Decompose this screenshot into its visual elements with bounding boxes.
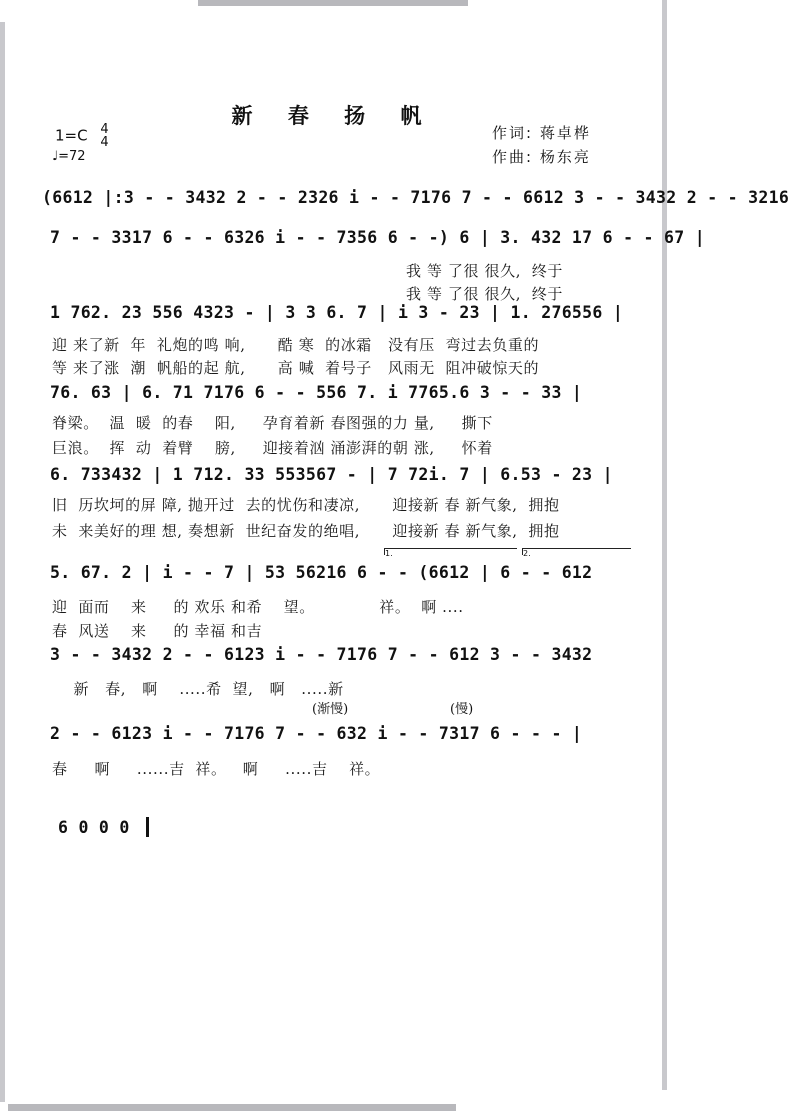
lyric-line-3a: 迎 来了新 年 礼炮的鸣 响, 酷 寒 的冰霜 没有压 弯过去负重的	[52, 336, 540, 354]
notation-line-3: 1 762. 23 556 4323 - | 3 3 6. 7 | i 3 - 23 | 1. 276556 |	[50, 303, 624, 322]
final-barline	[146, 817, 149, 837]
notation-line-9: 6 0 0 0	[58, 818, 130, 837]
lyric-line-3b: 等 来了涨 潮 帆船的起 航, 高 喊 着号子 风雨无 阻冲破惊天的	[52, 359, 540, 377]
notation-line-4: 76. 63 | 6. 71 7176 6 - - 556 7. i 7765.6 3 - - 33 |	[50, 383, 583, 402]
key-label: 1=C	[55, 126, 88, 145]
notation-line-2: 7 - - 3317 6 - - 6326 i - - 7356 6 - -) 6 | 3. 432 17 6 - - 67 |	[50, 228, 705, 247]
lyric-line-4a: 脊梁。 温 暖 的春 阳, 孕育着新 春图强的力 量, 撕下	[52, 414, 493, 432]
time-signature	[100, 123, 108, 149]
key-signature	[55, 123, 109, 149]
tempo-label: =72	[58, 149, 86, 164]
lyric-line-6b: 春 风送 来 的 幸福 和吉	[52, 622, 263, 640]
tempo-mark-rit: (渐慢)	[312, 702, 349, 717]
top-scrollbar[interactable]	[198, 0, 468, 6]
volta-1-label: 1.	[385, 549, 393, 558]
volta-second-ending	[522, 548, 631, 558]
lyricist: 作词: 蒋卓桦	[492, 124, 591, 142]
lyric-line-7: 新 春, 啊 .....希 望, 啊 .....新	[52, 680, 344, 698]
left-border	[0, 22, 5, 1102]
tempo-mark-slow: (慢)	[450, 702, 474, 717]
lyric-line-5b: 未 来美好的理 想, 奏想新 世纪奋发的绝唱, 迎接新 春 新气象, 拥抱	[52, 522, 560, 540]
time-denominator: 4	[100, 135, 109, 150]
notation-line-8: 2 - - 6123 i - - 7176 7 - - 632 i - - 7317 6 - - - |	[50, 724, 583, 743]
lyric-line-6a: 迎 面而 来 的 欢乐 和希 望。 祥。 啊 ....	[52, 598, 464, 616]
lyric-line-8: 春 啊 ......吉 祥。 啊 .....吉 祥。	[52, 760, 381, 778]
notation-line-1: (6612 |:3 - - 3432 2 - - 2326 i - - 7176 7 - - 6612 3 - - 3432 2 - - 3216	[42, 188, 789, 207]
lyric-line-5a: 旧 历坎坷的屏 障, 抛开过 去的忧伤和凄凉, 迎接新 春 新气象, 拥抱	[52, 496, 560, 514]
volta-first-ending	[384, 548, 517, 558]
time-numerator: 4	[100, 122, 109, 137]
composer: 作曲: 杨东亮	[492, 148, 591, 166]
lyric-line-2a: 我 等 了很 很久, 终于	[406, 262, 564, 280]
quarter-note-icon: ♩	[52, 149, 59, 164]
notation-line-6: 5. 67. 2 | i - - 7 | 53 56216 6 - - (6612 | 6 - - 612	[50, 563, 593, 582]
volta-2-label: 2.	[523, 549, 531, 558]
right-border	[662, 0, 667, 1090]
tempo-marking	[52, 149, 86, 164]
notation-line-5: 6. 733432 | 1 712. 33 553567 - | 7 72i. 7 | 6.53 - 23 |	[50, 465, 613, 484]
bottom-scrollbar[interactable]	[8, 1104, 456, 1111]
notation-line-7: 3 - - 3432 2 - - 6123 i - - 7176 7 - - 612 3 - - 3432	[50, 645, 593, 664]
song-title: 新 春 扬 帆	[231, 103, 436, 128]
lyric-line-4b: 巨浪。 挥 动 着臂 膀, 迎接着汹 涌澎湃的朝 涨, 怀着	[52, 439, 493, 457]
lyric-line-2b: 我 等 了很 很久, 终于	[406, 285, 564, 303]
